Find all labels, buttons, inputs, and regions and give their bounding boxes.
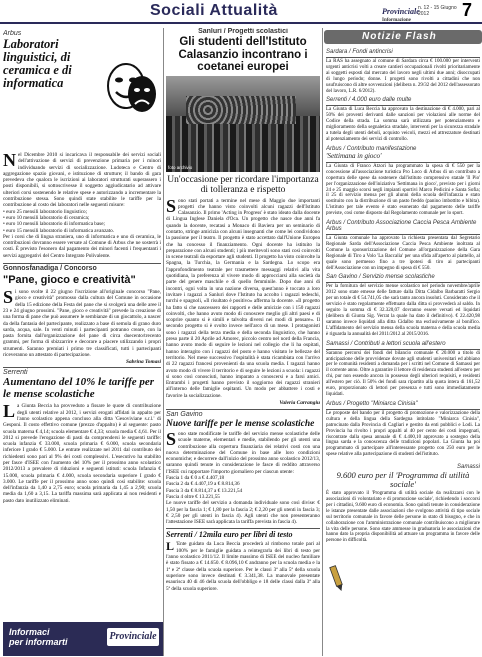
article-kicker [3, 265, 161, 272]
divider [166, 409, 320, 410]
article-text: ono stati portati a termine nel mese di Maggio due importanti progetti che hanno visto coinvolti alcuni ragazzi dell'Istituto Calasanzio. Il primo 'Acting in Progress' è stato ideato dalla docente di Lingua Inglese Daniela d'Oca. Un progetto che nasce due anni fa quando la docente, recatasi a Monaco di Baviera per un seminario di contatto, stringe amicizia con alcuni insegnanti che come lei condividono la passione per il teatro. Il progetto è stato accettato dall'Unione Europea che ha concesso il finanziamento. Ogni docente ha istituito la preparazione con alcuni studenti; i più meritevoli sono stati così coinvolti in scene teatrali da esportare agli studenti. Il progetto ha visto coinvolte la Spagna, la Turchia, la Germania e la Sardegna. Lo scopo era l'approfondimento teatrale per trasmettere messaggi relativi alla vita quotidiana, la preferenza al vivere modo di approcciarsi alla società da parte del genere maschile e di quello femminile. Dopo due anni di incontri, ogni volta in una nazione diversa, quest'anno è toccato a loro invitare i ragazzi a Sanluri dove l'Istituto ha accolto i ragazzi tedeschi, turchi e spagnoli, «Il risultato è positivo» afferma la docente. «Il progetto ha fatto sì che nascessero dei rapporti e delle amicizie con i 150 ragazzi coinvolti, che hanno avuto modo di conoscere meglio gli altri paesi e di scoprire quanto si è simili e talvolta diversi nei modi di pensare». Il secondo progetto si è svolto invece nell'arco di un mese. I protagonisti sono i ragazzi della terza media e della seconda linguistico, che hanno preso parte il 20 Aprile ad Amorec, piccolo centro nel nord della Francia, hanno avuto modo di seguire le lezioni nel collegio che li ha ospitati, hanno interagito con i ragazzi del posto e hanno visitato le bellezze del territorio. Nel mese successivo l'ospitalità è stata ricambiata con l'arrivo di 22 ragazzi francesi provenienti da una scuola media. I ragazzi hanno avuto modo di vivere il territorio e di seguire le lezioni a scuola: i ragazzi si sono così conosciuti, hanno imparato a conoscersi e a farsi amici. Entrambi i progetti hanno previsto il soggiorno dei ragazzi stranieri all'interno delle famiglie ospitanti. Un modo per abbattere i costi e favorire la socializzazione. [166, 197, 320, 399]
article-subtitle: Un'occasione per ricordare l'importanza di tolleranza e rispetto [167, 174, 319, 195]
kicker-text: Sanluri / Progetti scolastici [198, 28, 288, 35]
footer-logo: Provinciale [107, 628, 159, 646]
article-kicker: San Gavino [166, 411, 203, 418]
list-item: • euro 10 mensili laboratorio di informatica base; [3, 221, 105, 228]
article-text: ono state modificate le tariffe del servizio mense scolastiche delle scuole materne, elementari e medie, stabilendo per gli utenti una contribuzione alla copertura finanziaria dei relativi costi con una nuova determinazione del Comune in base alle loro condizioni economiche; e decorrere dall'inizio del prossimo anno scolastico 2012/13, saranno quindi tenute in considerazione le fasce di reddito attraverso l'ISEE cui rapportare l'importo giornaliero per ciascun utente: [166, 431, 320, 475]
flash-kicker: Samassi [456, 464, 480, 471]
article-kicker [166, 28, 320, 35]
flash-text: Per la fornitura del servizio mense scolastico nel periodo novembre/aprile 2012 sono state emesse delle fatture dalla Ditta Cidalbo Barbaratti Sergio per un totale di € 54.741,05 che sarà tanto ancora insoluti. Considerato che il servizio è stato regolarmente effettuato dalla ditta si provvederà al saldo. In seguito la somma di € 32.320,07 dovranno essere versati ed liquidati (delibera di Giunta Sig. Verrat la quale ha dato il definitivo). € 22.420,98 saranno invece liquidati alla ditta Cidalbo ma esclusivamente al bonifico. L'affidamento del servizio mensa della scuola materna e della scuola media è riguarda la annualità del 2011/2012 al 2015/2016. [326, 284, 480, 337]
flash-kicker: San Gavino / Servizio mense scolastiche [326, 274, 435, 281]
divider [326, 105, 480, 106]
article-text: a Giunta Beccia ha provveduto a fissare le quote di contribuzione degli utenti relative al 2012, i servizi erogati affidati in appalto per l'anno scolastico appena concluso alla ditta 'Gesoviviane s.r.l.' di Gesponi. Il costo effettivo comune (prezzo d'appalto) è al seguente: pasto scuola materna € 4,14; scuola elementare € 4,33; scuola media € 4,61. Per il 2012 si prevede l'erogazione di pasti da comprendersi le seguenti tariffe: scuola infanzia € 33.000, scuola primaria € 6.000, scuola secondaria inferiore I grado € 5.000. Le entrate realizzate nel 2011 dal contributo dei richiedenti sono pari al 9% dei costi complessivi. L'esecutivo ha stabilito per fasce d'ISEE con l'aumento del 10% per il prossimo anno scolastico 2012/2013 a prevalere di riduzioni e seguenti istituti: scuola Infanzia € 15.000, scuola primaria € 4.000, scuola secondaria superiore I grado € 3.000. Le tariffe per il prossimo anno sono quindi così stabilite: scuola dell'infanzia da 1,40 a 2,75 euro; scuola primaria da 1,45 a 2,90; scuola media da 1,60 a 3,15. La tariffa massima sarà applicata ai non residenti e pasto dato inutilizzato eliminati. [3, 403, 161, 504]
flash-text: Le proposte del bando per il progetto di promozione e valorizzazione della cultura e della lingua della Sardegna intitolato "Miniarca Cinisia", patrocinato dalla Provincia di Cagliari e gestito da enti pubblici e Lodi. La Provincia ha rivolto i propri appalti al 40 per cento dei costi impegnati, riscontrate dalla spesa annuale di € 4.400,10 approvato a sostegno della lingua sarda e la conoscenza delle tradizioni popolari. La Giunta ha poi programmato di partecipare all'interessante progetto con 250 euro per le spese relative alla partecipazione di studenti dell'istituto. [326, 410, 480, 458]
flash-kicker: Arbus / Progetto "Miniarca Cinisia" [326, 400, 418, 407]
article-text: Le nuove tariffe del servizio a domanda individuale sono così divise: € 1,50 per la fascia 1; € 1,80 per la fascia 2; € 2,20 per gli utenti in fascia 3; € 2,50 per gli utenti in fascia 4). Agli utenti che non presenteranno l'attestazione ISEE sarà applicata la tariffa prevista in fascia 4). [166, 500, 320, 526]
article-title: Nuove tariffe per le mense scolastiche [166, 419, 315, 429]
article-body [166, 431, 320, 475]
header-logo-sub: Informazione [382, 18, 411, 23]
article-body [166, 195, 320, 400]
divider [326, 162, 480, 163]
flash-text: La RAS ha assegnato al comune di Sardara circa € 100.000 per interventi urgenti anticrisi volti a creare cantieri occupazionali rivolti prioritariamente ai soggetti esposti dal mercato del lavoro negli ultimi due anni; disoccupati di lungo periodo; donne. I progetti sono rivolti a cittadini che non usufruiscono di altre sovvenzioni (delibera n. 29/32 del 2012 dell'assessorato del lavoro, L.R. 6/2012). [326, 59, 480, 94]
flash-kicker: Arbus / Contributo manifestazione [326, 145, 417, 152]
footer-line-1: Informaci [9, 627, 50, 637]
list-item: • euro 10 mensili laboratorio di ceramica; [3, 214, 90, 221]
news-flash-title: Notizie Flash [362, 31, 437, 42]
flash-kicker: Arbus / Contributo Associazione Caccia Pesca Ambiente Arbus [326, 220, 477, 233]
flash-kicker: Samassi / Contributi a lettori scuola all'estero [326, 340, 446, 347]
divider [326, 57, 480, 58]
list-item-text: euro 10 mensili laboratorio di informatica base; [6, 221, 105, 228]
divider [166, 528, 320, 529]
flash-text: È stato approvato il 'Programma di utilità sociale da realizzarsi con le associazioni di volontariato e di promozione sociale', richiedendo i soccorsi per i cittadini, 9.600 euro di economia. Sono quindi tenute in considerazione le istanze presentate dalle associazioni che svolgono attività di tipo sociale sul territorio comunale in favore delle persone in stato di bisogno, e che in collaborazione con l'amministrazione comunale contribuiscono a migliorare la vita delle persone. Sono state ammesse in graduatoria le associazioni che hanno dato la propria disponibilità ad attuare un programma in favore delle persone in difficoltà. [326, 491, 480, 544]
list-item: Fascia 3 da € 8.814,37 a € 13.221,54 [166, 487, 243, 494]
list-item-text: euro 10 mensili laboratorio di ceramica; [6, 214, 90, 221]
flash-item [326, 220, 480, 271]
article-title: "Pane, gioco e creatività" [3, 274, 136, 287]
dropcap: N [3, 150, 16, 170]
divider [326, 349, 480, 350]
flash-text: La Giunta di Luca Beccia ha approvato la destinazione di € 4.000, pari al 50% dei proventi derivanti dalle sanzioni per violazioni alle norme del Codice della strada. La somma sarà utilizzata per potenziamento e miglioramento della segnaletica stradale, interventi per la sicurezza stradale a tutela degli utenti deboli, acquisto veicoli, mezzi ed attrezzature destinati al potenziamento dei servizi di controllo. [326, 107, 480, 142]
tariff-list [3, 209, 161, 234]
article-text: el Dicembre 2010 si incaricava il responsabile dei servizi sociali dell'attivazione di servizi di prevenzione primaria per i minori individuando servizi di socializzazione. Ludoteca e Centro di aggregazione spazio giovani, e istituzione di strutture; il bando di gara prevedeva che qualora le iscrizioni ai laboratori strutturati superassero i posti disponibili, si sottoscrivesse il soggetto aggiudicatario ad attivare ulteriori corsi sostenendo le relative spese e autorizzando a incrementare la contribuzione stessa. Sono quindi state stabilite le tariffe per la contribuzione al costo dei laboratori nelle seguenti misure: [3, 152, 161, 209]
flash-kicker: Sardara / Fondi antincrisi [326, 49, 393, 55]
pencil-icon [326, 564, 348, 594]
article-text: 'Ente guidato da Luca Beccia procederà al rimborso totale pari al 100% per le famiglie guidata a reintegrarla dei libri di testo per l'anno scolastico 2011/12. Il limite massimo di ISEE del nucleo familiare è stato fissato a € 14.650. € 8.096,10 € andranno per la scuola media e la 1ª e 2ª classe della scuola superiore. Per le classi 3ª alla 5ª della scuola superiore sono invece destinati € 3.341,38. La manovale presentate esaurisca 40 di 46 della scuola dell'obbligo e 18 delle classi dalla 3ª alla 5ª della scuola superiore. [166, 541, 320, 592]
article-text: Per i corsi che di lingua straniera, uno di informatica e uno di ceramica, le contribuzioni dovranno essere versate al Comune di Arbus che ne sosterrà i costi. È previsto l'esonero dal pagamento dei minori facenti i frequentanti i servizi aggregativi del Centro Integrato Polivalente. [3, 233, 161, 259]
flash-item [326, 146, 480, 217]
flash-title: 'Settimana in gioco' [326, 151, 382, 160]
footer-line-2: per informarti [9, 637, 68, 647]
header-logo [382, 2, 420, 23]
flash-item [326, 274, 480, 337]
flash-title: 9.600 euro per il 'Programma di utilità sociale' [336, 470, 470, 490]
dropcap: S [166, 195, 177, 216]
footer-banner [3, 622, 163, 656]
article-title: Gli studenti dell'Istituto Calasanzio incontrano i coetanei europei [178, 36, 308, 73]
footer-text [9, 627, 68, 647]
news-flash-header [324, 30, 482, 44]
column-separator [163, 28, 164, 656]
article-body [3, 403, 161, 504]
dropcap: S [3, 287, 14, 308]
photo-caption: foto archivio [168, 164, 193, 170]
article-body [3, 289, 161, 358]
list-item-text: euro 25 mensili laboratorio linguistico; [6, 208, 88, 215]
flash-kicker: Serrenti / 4.000 euro dalle multe [326, 97, 412, 104]
list-item: Fascia 2 da € 4.407,19 a € 8.814,36 [166, 481, 240, 488]
author: Valeria Carrangiu [279, 400, 320, 406]
flash-item [326, 97, 480, 142]
article-text: i sono svolte il 22 giugno l'iscrizione all'originale concorso "Pane, gioco e creatività" promosso dalla cultura del Comune in occasione della 15 edizione della Festa del pane che si svolgerà una delle aree il 23 e 24 giugno prossimi. "Pane, gioco e creatività" prevede la creazione di una forma di pane che può assumere le sembianze di un giocattolo, a nascer da della fantasia del partecipante, realizzato a base di semola di grano duro sarda, acqua, sale. In venti minuti i partecipanti potranno creare, con la pasta fornita dall'organizzazione del pane di circa duecento/trecento grammi, per forma di sbizzarrire e decorare a piacere utilizzando i propri strumenti. Saranno premiati i primo tre classificati, tutti i partecipanti riceveranno un attestato di partecipazione. [3, 289, 161, 359]
flash-item [326, 49, 480, 94]
list-item: Fascia 4 oltre € 13.221,55 [166, 493, 220, 500]
flash-text: La Giunta di Franco Atzori ha programmato la spesa di € 550 per la concessione all'associazione turistica Pro Loco di Arbus di un contributo a copertura delle spese da sostenere dall'istituto comprensivo statale 'Il Pio' per l'organizzazione dell'iniziativa 'Settimana in gioco', previsto per i giorni 24 e 25 maggio scorsi negli impianti sportivi Marco Pedicini e Santa Sofia; il 25 di servizio mensa per gli alunni della scuola dell'infanzia e stato sostituito con la distribuzione di un pasto freddo (panino imbottito e bibita). L'istituto per tale evento è stato esonerato dal pagamento delle tariffe previste, così come disposto dal Regolamento comunale per lo sport. [326, 163, 480, 217]
divider [326, 282, 480, 283]
column-separator [322, 28, 323, 656]
dropcap: L [3, 401, 16, 422]
divider [3, 367, 161, 368]
flash-text: Saranno percorsi dei fondi del bilancio comunale € 20.000 a titolo di anticipazione delle provvidenze dovute agli studenti universitari ed abbiano per le comunità residenti a domanda per i scritti nel Comune di Samassi per il corrente anno. Oltre a garantire il lettore di residenza studenti all'estero per chi, pur non essendo ancora in possesso degli ulteriori requisiti, e residenti all'estero per ciò. Il 50% dei fondi sara ripartito alla quota intera di 161,52 euro, proporzionato di lettori per presenza e tutti sono immediatamente liquidati. [326, 350, 480, 397]
news-flash-list [326, 46, 480, 656]
article-title: Serrenti / 12mila euro per libri di testo [166, 530, 293, 540]
article-body [3, 152, 161, 209]
income-bands [166, 475, 320, 500]
flash-text: La Giunta comunale ha approvato la richiesta presentata dal Segretario Regionale Sarda dell'Associazione Caccia Pesca Ambiente inoltrata al Comune la sponsorizzazione del Comune all'organizzazione della Gara Regionale di Tiro a Volo 'La Baccalia' per una sfida all'aperto al piattello, al quale sono permesso fino a tre ipotesi di tiro ai partecipanti dell'Associazione con un impegno di spesa di € 550. [326, 236, 480, 271]
article-title: Laboratori linguistici, di ceramica e di informatica [3, 37, 72, 90]
divider [3, 263, 161, 264]
photo-crowd [166, 116, 320, 172]
list-item: • euro 25 mensili laboratorio linguistico; [3, 208, 88, 215]
kicker-text: Gonnosfanadiga / Concorso [3, 265, 97, 273]
list-item: Fascia 1 da € 0 a € 4.407,18 [166, 475, 225, 482]
list-item-text: euro 15 mensili laboratorio di informatica avanzato. [6, 227, 115, 234]
flash-item [326, 341, 480, 398]
article-title: Aumentano del 10% le tariffe per le mense scolastiche [3, 376, 155, 400]
divider [326, 234, 480, 235]
theatre-masks-icon [104, 60, 160, 118]
list-item: • euro 15 mensili laboratorio di informatica avanzato. [3, 227, 115, 234]
flash-item [326, 401, 480, 458]
column-left [3, 30, 161, 620]
article-kicker: Arbus [3, 30, 22, 37]
issue-info: n. 12 - 15 Giugno 2012 [418, 5, 457, 17]
author: Sabrina Tomasi [125, 359, 161, 366]
photo-heads [186, 96, 296, 124]
article-kicker: Serrenti [3, 369, 28, 377]
dropcap: L [166, 539, 175, 554]
article-body [166, 541, 320, 591]
column-middle [166, 28, 320, 656]
flash-item [326, 464, 480, 544]
header-logo-text: Provinciale [382, 7, 420, 16]
page-header [0, 0, 482, 24]
divider [326, 409, 480, 410]
page-number: 7 [462, 0, 473, 20]
article-photo [166, 76, 320, 172]
dropcap: S [166, 429, 177, 449]
section-title: Sociali Attualità [150, 2, 278, 19]
news-flash-sidebar [324, 26, 482, 657]
